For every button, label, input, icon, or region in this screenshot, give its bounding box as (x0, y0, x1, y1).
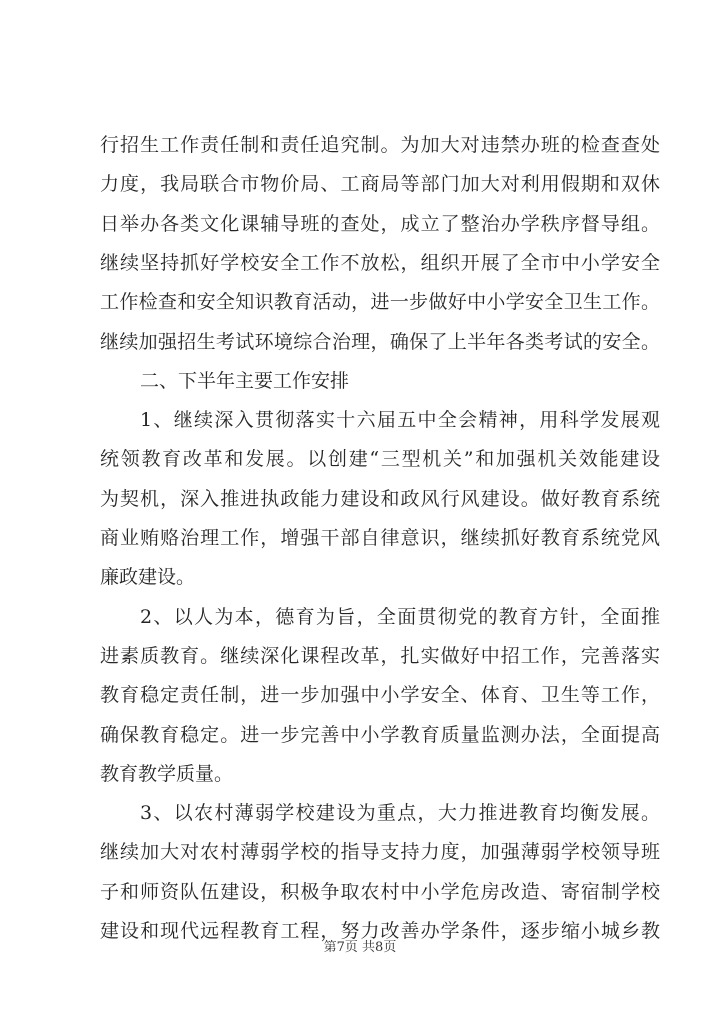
text-line: 行招生工作责任制和责任追究制。为加大对违禁办班的检查查处 (100, 134, 660, 156)
text-line: 继续坚持抓好学校安全工作不放松，组织开展了全市中小学安全 (100, 251, 660, 274)
section-heading: 二、下半年主要工作安排 (140, 369, 350, 392)
page-footer: 第7页 共8页 (323, 940, 397, 955)
text-line: 子和师资队伍建设，积极争取农村中小学危房改造、寄宿制学校 (100, 880, 660, 903)
text-line: 3、以农村薄弱学校建设为重点，大力推进教育均衡发展。 (140, 802, 660, 825)
text-line: 统领教育改革和发展。以创建“三型机关”和加强机关效能建设 (100, 448, 660, 471)
text-line: 继续加强招生考试环境综合治理，确保了上半年各类考试的安全。 (100, 330, 660, 353)
text-line: 继续加大对农村薄弱学校的指导支持力度，加强薄弱学校领导班 (100, 841, 660, 864)
text-line: 进素质教育。继续深化课程改革，扎实做好中招工作，完善落实 (100, 644, 660, 667)
text-line: 力度，我局联合市物价局、工商局等部门加大对利用假期和双休 (100, 173, 660, 196)
text-line: 教育稳定责任制，进一步加强中小学安全、体育、卫生等工作， (100, 684, 660, 707)
text-line: 工作检查和安全知识教育活动，进一步做好中小学安全卫生工作。 (100, 291, 660, 314)
text-line: 商业贿赂治理工作，增强干部自律意识，继续抓好教育系统党风 (100, 527, 660, 549)
text-line: 教育教学质量。 (100, 762, 234, 785)
text-line: 廉政建设。 (100, 566, 196, 589)
text-line: 日举办各类文化课辅导班的查处，成立了整治办学秩序督导组。 (100, 212, 660, 235)
text-line: 2、以人为本，德育为旨，全面贯彻党的教育方针，全面推 (140, 605, 660, 628)
text-line: 建设和现代远程教育工程，努力改善办学条件，逐步缩小城乡教 (100, 920, 660, 942)
text-line: 确保教育稳定。进一步完善中小学教育质量监测办法，全面提高 (100, 723, 660, 746)
text-line: 1、继续深入贯彻落实十六届五中全会精神，用科学发展观 (140, 409, 660, 432)
text-line: 为契机，深入推进执政能力建设和政风行风建设。做好教育系统 (100, 487, 660, 510)
